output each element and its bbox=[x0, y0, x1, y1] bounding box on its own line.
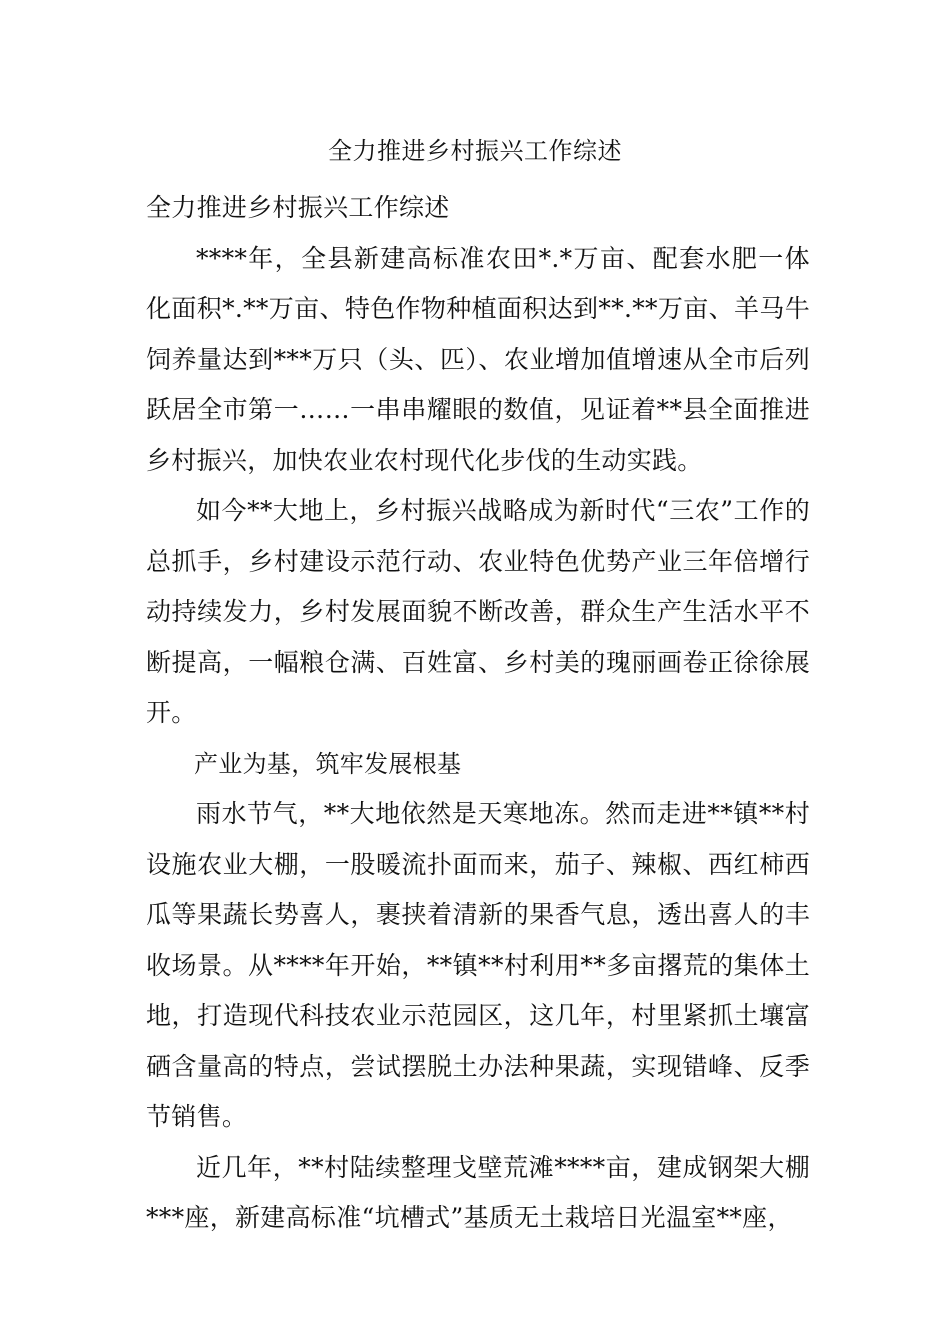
body-paragraph: ****年，全县新建高标准农田*.*万亩、配套水肥一体化面积*.**万亩、特色作物种植面积达到**.**万亩、羊马牛饲养量达到***万只（头、匹）、农业增加值增速从全市后列跃居全市第一……一串串耀眼的数值，见证着**县全面推进乡村振兴，加快农业农村现代化步伐的生动实践。 bbox=[146, 243, 810, 475]
section-heading: 全力推进乡村振兴工作综述 bbox=[146, 193, 450, 222]
document-title: 全力推进乡村振兴工作综述 bbox=[328, 137, 622, 165]
body-paragraph: 近几年，**村陆续整理戈壁荒滩****亩，建成钢架大棚***座，新建高标准“坑槽式”基质无土栽培日光温室**座， bbox=[146, 1152, 810, 1232]
subheading-paragraph: 产业为基，筑牢发展根基 bbox=[194, 749, 462, 778]
document-body bbox=[146, 183, 810, 1244]
body-paragraph: 如今**大地上，乡村振兴战略成为新时代“三农”工作的总抓手，乡村建设示范行动、农业特色优势产业三年倍增行动持续发力，乡村发展面貌不断改善，群众生产生活水平不断提高，一幅粮仓满、百姓富、乡村美的瑰丽画卷正徐徐展开。 bbox=[146, 496, 810, 727]
body-paragraph: 雨水节气，**大地依然是天寒地冻。然而走进**镇**村设施农业大棚，一股暖流扑面而来，茄子、辣椒、西红柿西瓜等果蔬长势喜人，裹挟着清新的果香气息，透出喜人的丰收场景。从****年开始，**镇**村利用**多亩撂荒的集体土地，打造现代科技农业示范园区，这几年，村里紧抓土壤富硒含量高的特点，尝试摆脱土办法种果蔬，实现错峰、反季节销售。 bbox=[146, 799, 810, 1131]
